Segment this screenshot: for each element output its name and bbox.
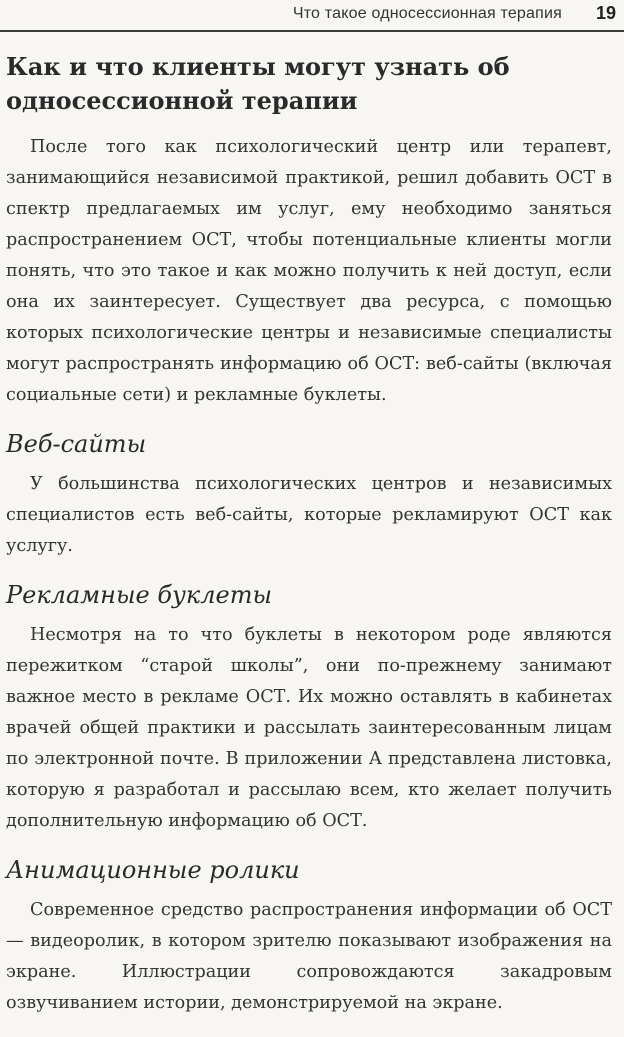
subheading-websites: Веб-сайты bbox=[6, 430, 147, 458]
page-number: 19 bbox=[595, 3, 616, 23]
intro-paragraph: После того как психологический центр или терапевт, занимающийся независимой практикой, решил добавить ОСТ в спектр предлагаемых им услуг, ему необходимо заняться распространением ОСТ, чтобы потенциальные клиенты могли понять, что это такое и как можно получить к ней доступ, если она их заинтересует. Существует два ресурса, с помощью которых психологические центры и независимые специалисты могут распространять информацию об ОСТ: веб-сайты (включая социальные сети) и рекламные буклеты. bbox=[6, 137, 612, 405]
running-header bbox=[0, 0, 624, 32]
running-title: Что такое односессионная терапия bbox=[292, 5, 562, 22]
paragraph-booklets: Несмотря на то что буклеты в некотором роде являются пережитком “старой школы”, они по-прежнему занимают важное место в рекламе ОСТ. Их можно оставлять в кабинетах врачей общей практики и рассылать заинтересованным лицам по электронной почте. В приложении А представлена листовка, которую я разработал и рассылаю всем, кто желает получить дополнительную информацию об ОСТ. bbox=[6, 625, 612, 831]
paragraph-animations: Современное средство распространения информации об ОСТ — видеоролик, в котором зрителю показывают изображения на экране. Иллюстрации сопровождаются закадровым озвучиванием истории, демонстрируемой на экране. bbox=[6, 900, 612, 1013]
section-booklets bbox=[6, 580, 612, 837]
section-animations bbox=[6, 855, 612, 1019]
section-title: Как и что клиенты могут узнать об односессионной терапии bbox=[6, 52, 510, 115]
subheading-animations: Анимационные ролики bbox=[6, 856, 300, 884]
subheading-booklets: Рекламные буклеты bbox=[6, 581, 273, 609]
section-websites bbox=[6, 429, 612, 562]
paragraph-websites: У большинства психологических центров и независимых специалистов есть веб-сайты, которые рекламируют ОСТ как услугу. bbox=[6, 474, 612, 556]
page-content bbox=[6, 50, 612, 1037]
